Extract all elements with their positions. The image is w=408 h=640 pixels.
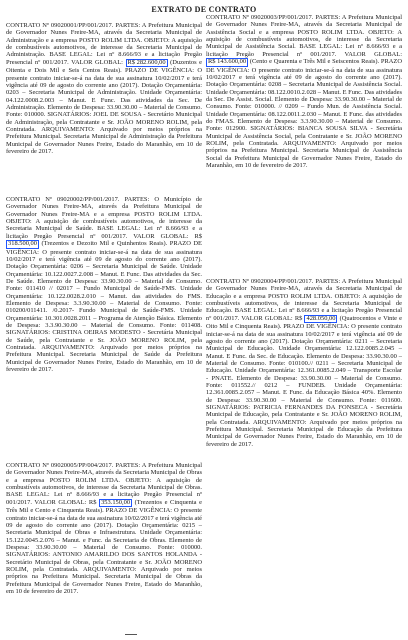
contract-text-post: (Quatrocentos e Vinte e Oito Mil e Cinquenta Reais). PRAZO DE VIGÊNCIA: O presente contrato iniciar-se-á na data de sua assinatura 10/02/2017 e terá vigência até 09 de agosto do corrente ano (2017). Dotação Orçamentária: 0211 – Secretaria Municipal de Educação. Unidade Orçamentária: 12.122.0085.2.045 – Manut. E Func. da Sec. de Educação. Elemento de Despesa: 33.90.30.00 – Material de Consumo. Fonte: 010100.// 0211 – Secretaria Municipal de Educação. Unidade Orçamentária: 12.361.0085.2.049 – Transporte Escolar - PNATE. Elemento de Despesa: 33.90.30.00 – Material de Consumo. Fonte: 011552.// 0212 – FUNDEB. Unidade Orçamentária: 12.361.0085.2.057 – Manut. E Func. da Educação Básica 40%. Elemento de Despesa: 33.90.30.00 – Material de Consumo. Fonte: 011600. SIGNATÁRIOS: PATRICIA FERNANDES DA FONSECA - Secretária Municipal de Educação, pela Contratante e Sr. JOÃO MORENO ROLIM, pela Contratada. ARQUIVAMENTO: Arquivado por meios próprios na Prefeitura Municipal. Secretaria Municipal de Educação da Prefeitura Municipal de Governador Nunes Freire, Estado do Maranhão, em 10 de fevereiro de 2017.	[206, 314, 402, 448]
contract-value-highlight: R$ 282.600,00	[127, 58, 166, 66]
contract-value-highlight: R$ 143.600,00	[208, 58, 247, 66]
contract-text-post: (Trezentos e Dezoito Mil e Quinhentos Reais). PRAZO DE VIGÊNCIA: O presente contrato iniciar-se-á na data de sua assinatura 10/02/2017 e terá vigência até 09 de agosto do corrente ano (2017). Dotação Orçamentária: 0206 – Secretaria Municipal de Saúde. Unidade Orçamentária: 10.122.0027.2.008 – Manut. E Func. Das atividades da Sec. De Saúde. Elemento de Despesa: 33.90.30.00 – Material de Consumo. Fonte: 011410 // 02017 – Fundo Municipal de Saúde-FMS. Unidade Orçamentária: 10.122.0028.2.010 – Manut. das atividades do FMS. Elemento de Despesa: 3.3.90.30.00 – Material de Consumo. Fonte: 010200/011411. /0.2017- Fundo Municipal de Saúde-FMS. Unidade Orçamentária: 10.301.0028.2011 – Programa de Atenção Básica. Elemento de Despesa: 3.3.90.30.00 – Material de Consumo. Fonte: 011408. SIGNATÁRIOS: CRISTINA OEIRAS MODESTO - Secretária Municipal de Saúde, pela Contratante e Sr. JOÃO MORENO ROLIM, pela Contratada. ARQUIVAMENTO: Arquivado por meios próprios na Prefeitura Municipal. Secretaria Municipal de Saúde da Prefeitura Municipal de Governador Nunes Freire, Estado do Maranhão, em 10 de fevereiro de 2017.	[6, 240, 202, 374]
contract-text-pre: CONTRATO Nº 09020003/PP/001/2017. PARTES: A Prefeitura Municipal de Governador Nunes Freire-MA, através da Secretaria Municipal de Assistência Social e a empresa POSTO ROLIM LTDA. OBJETO: A aquisição de combustíveis automotivos, de interesse da Secretaria Municipal de Assistência Social. BASE LEGAL: Lei nº 8.666/93 e a licitação Pregão Presencial nº 001/2017. VALOR GLOBAL:	[206, 14, 402, 58]
contract-text-post: (Trezentos e Cinquenta e Três Mil e Cento e Cinquenta Reais). PRAZO DE VIGÊNCIA: O presente contrato iniciar-se-á na data de sua assinatura 10/02/2017 e terá vigência até 09 de agosto do corrente ano (2017). Dotação Orçamentária: 0215 – Secretaria Municipal de Obras e Infraestrutura. Unidade Orçamentária: 15.122.0045.2.076 – Manut. e Func. da Secretaria de Obras. Elemento de Despesa: 33.90.30.00 – Material de Consumo. Fonte: 010000. SIGNATÁRIOS: ANTONIO AMARILDO DOS SANTOS HOLANDA - Secretário Municipal de Obras, pela Contratante e Sr. JOÃO MORENO ROLIM, pela Contratada. ARQUIVAMENTO: Arquivado por meios próprios na Prefeitura Municipal. Secretaria Municipal de Obras da Prefeitura Municipal de Governador Nunes Freire, Estado do Maranhão, em 10 de fevereiro de 2017.	[6, 498, 202, 595]
contract-text-post: (Cento e Quarenta e Três Mil e Seiscentos Reais). PRAZO DE VIGÊNCIA: O presente contrato iniciar-se-á na data de sua assinatura 10/02/2017 e terá vigência até 09 de agosto do corrente ano (2017). Dotação Orçamentária: 0208 – Secretaria Municipal de Assistência Social. Unidade Orçamentária: 08.122.0010.2.028 – Manut. E Func. Das atividades da Sec. De Assist. Social. Elemento de Despesa: 33.90.30.00 – Material de Consumo. Fonte: 010000. // 0209 – Fundo Mun. de Assistência Social. Unidade Orçamentária: 08.122.0011.2.030 – Manut. E Func. das atividades do FMAS. Elemento de Despesa: 3.3.90.30.00 – Material de Consumo. Fonte: 012900. SIGNATÁRIOS: BIANCA SOUSA SILVA - Secretária Municipal de Assistência Social, pela Contratante e Sr. JOÃO MORENO ROLIM, pela Contratada. ARQUIVAMENTO: Arquivado por meios próprios na Prefeitura Municipal. Secretaria Municipal de Assistência Social da Prefeitura Municipal de Governador Nunes Freire, Estado do Maranhão, em 10 de fevereiro de 2017.	[206, 58, 402, 170]
contract-extract-administracao	[6, 22, 202, 155]
contract-text-pre: CONTRATO Nº 09020004/PP/001/2017. PARTES: A Prefeitura Municipal de Governador Nunes Freire-MA, através da Secretaria Municipal de Educação e a empresa POSTO ROLIM LTDA. OBJETO: A aquisição de combustíveis automotivos, de interesse da Secretaria Municipal de Educação. BASE LEGAL: Lei nº 8.666/93 e a licitação Pregão Presencial nº 001/2017. VALOR GLOBAL: R$	[206, 278, 402, 322]
contract-paragraph	[6, 196, 202, 373]
contract-extract-obras	[6, 462, 202, 595]
contract-extract-saude	[6, 196, 202, 373]
contract-value-highlight: 318.500,00	[8, 240, 37, 248]
contract-text-pre: CONTRATO Nº 09020005/PP/004/2017. PARTES: A Prefeitura Municipal de Governador Nunes Freire-MA, através da Secretaria Municipal de Obras e a empresa POSTO ROLIM LTDA. OBJETO: A aquisição de combustíveis automotivos, de interesse da Secretaria Municipal de Obras. BASE LEGAL: Lei nº 8.666/93 e a licitação Pregão Presencial nº 001/2017. VALOR GLOBAL: R$	[6, 462, 202, 506]
contract-paragraph	[6, 462, 202, 595]
contract-text-post: (Duzentos e Oitenta e Dois Mil e Seis Centos Reais). PRAZO DE VIGÊNCIA: O presente contrato iniciar-se-á na data de sua assinatura 10/02/2017 e terá vigência até 09 de agosto do corrente ano (2017). Dotação Orçamentária: 0203 – Secretaria Municipal de Administração. Unidade Orçamentária: 04.122.0008.2.003 – Manut. E Func. Das atividades da Sec. De Administração. Elemento de Despesa: 33.90.30.00 – Material de Consumo. Fonte: 010000. SIGNATÁRIOS: JOEL DE SOUSA - Secretário Municipal de Administração, pela Contratante e Sr. JOÃO MORENO ROLIM, pela Contratada. ARQUIVAMENTO: Arquivado por meios próprios na Prefeitura Municipal. Secretaria Municipal de Administração da Prefeitura Municipal de Governador Nunes Freire, Estado do Maranhão, em 10 de fevereiro de 2017.	[6, 58, 203, 155]
footer-divider	[125, 634, 137, 635]
document-title: EXTRATO DE CONTRATO	[151, 5, 257, 14]
contract-extract-assistencia-social	[206, 14, 402, 169]
contract-value-highlight: 353.150,00	[101, 498, 131, 506]
contract-paragraph	[6, 22, 202, 155]
contract-paragraph	[206, 278, 402, 448]
contract-paragraph	[206, 14, 402, 169]
contract-value-highlight: 428.050,00	[306, 314, 336, 322]
contract-text-pre: CONTRATO Nº 09020002/PP/001/2017. PARTES: O Município de Governador Nunes Freire-MA, através da Prefeitura Municipal de Governador Nunes Freire-MA e a empresa POSTO ROLIM LTDA. OBJETO: A aquisição de combustíveis automotivos, de interesse da Secretaria Municipal de Saúde. BASE LEGAL: Lei nº 8.666/93 e a licitação Pregão Presencial nº 001/2017. VALOR GLOBAL: R$	[6, 196, 202, 240]
contract-text-pre: CONTRATO Nº 09020001/PP/001/2017. PARTES: A Prefeitura Municipal de Governador Nunes Freire-MA, através da Secretaria Municipal de Administração e a empresa POSTO ROLIM LTDA. OBJETO: A aquisição de combustíveis automotivos, de interesse da Secretaria Municipal de Administração. BASE LEGAL: Lei nº 8.666/93 e a licitação Pregão Presencial nº 001/2017. VALOR GLOBAL:	[6, 22, 202, 66]
contract-extract-educacao	[206, 278, 402, 448]
